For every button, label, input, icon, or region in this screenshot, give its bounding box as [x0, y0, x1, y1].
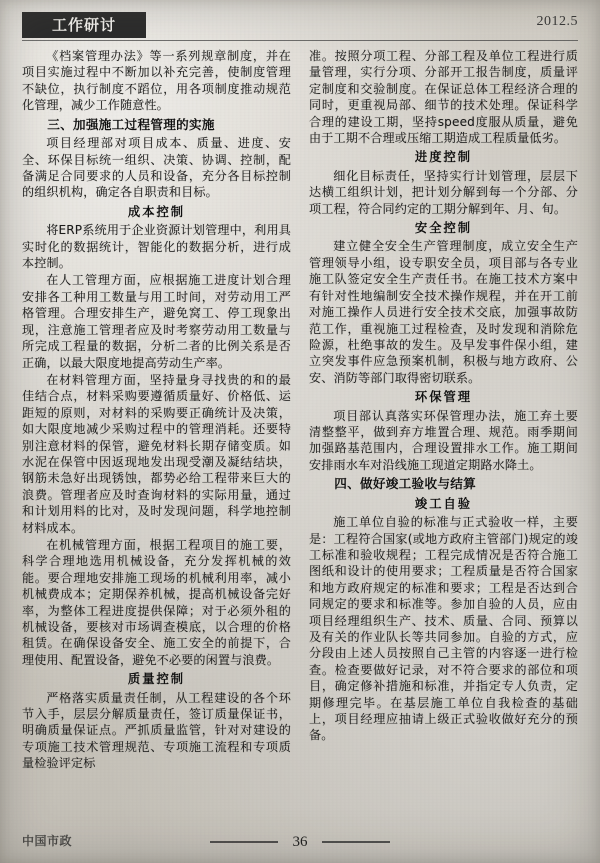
section-tab-label: 工作研讨	[22, 12, 146, 38]
paragraph: 建立健全安全生产管理制度，成立安全生产管理领导小组，设专职安全员，项目部与各专业施工队签定安全生产责任书。在施工技术方案中有针对性地编制安全技术操作规程，并在开工前对施工操作人员进行安全技术交底，加强事故防范工作，重视施工过程检查，及时发现和消除危险源，杜绝事故的发生。及早发事件保小组，建立突发事件应急预案机制，积极与地方政府、公安、消防等部门取得密切联系。	[309, 239, 578, 385]
subsection-heading: 安全控制	[414, 221, 473, 236]
page-footer	[0, 819, 600, 853]
paragraph: 准。按照分项工程、分部工程及单位工程进行质量管理，实行分项、分部开工报告制度，质量评定制度和交验制度。在保证总体工程经济合理的同时，更重视局部、细节的技术处理。保证科学合理的建设工期，坚持speed度服从质量，避免由于工期不合理或压缩工期造成工程质量低劣。	[309, 49, 578, 146]
section-heading: 四、做好竣工验收与结算	[334, 476, 477, 492]
left-column	[22, 48, 291, 808]
paragraph: 《档案管理办法》等一系列规章制度，并在项目实施过程中不断加以补充完善，使制度管理不缺位，执行制度不蹈位，用各项制度推动规范化管理，减少工作随意性。	[22, 49, 291, 113]
issue-date: 2012.5	[536, 14, 578, 29]
subsection-heading: 成本控制	[127, 204, 186, 219]
article-body	[22, 48, 578, 808]
paragraph: 严格落实质量责任制，从工程建设的各个环节入手，层层分解质量责任，签订质量保证书，明确质量保证点。严抓质量监管，针对对建设的专项施工技术管理规范、专项施工流程和专项质量检验评定标	[22, 690, 291, 771]
subsection-heading: 质量控制	[127, 672, 186, 687]
subsection-heading: 进度控制	[414, 150, 473, 165]
paragraph: 将ERP系统用于企业资源计划管理中，利用具实时化的数据统计，智能化的数据分析，进行成本控制。	[22, 223, 291, 271]
paragraph: 在机械管理方面，根据工程项目的施工要，科学合理地选用机械设备，充分发挥机械的效能。要合理地安排施工现场的机械利用率，减小机械费成本；定期保养机械，提高机械设备完好率，为整体工程进度提供保障；对于必须外租的机械设备，要核对市场调查模底，以合理的价格租赁。在确保设备安全、施工安全的前提下，合理使用、配置设备，避免不必要的闲置与浪费。	[22, 537, 291, 667]
paragraph: 项目经理部对项目成本、质量、进度、安全、环保目标统一组织、决策、协调、控制，配备满足合同要求的人员和设备，充分各目标控制的组织机构，确定各自职责和目标。	[22, 136, 291, 200]
paragraph: 在材料管理方面，坚持量身寻找贵的和的最佳结合点，材料采购要遵循质量好、价格低、运距短的原则，对材料的采购要正确统计及决策，如大限度地减少采购过程中的管理消耗。还要特别注意材料的保管，避免材料长期存储变质。如水泥在保管中因返现地发出现受潮及凝结结块，钢筋未急好出现锈蚀，都势必给工程带来巨大的浪费。管理者应及时查询材料的实际用量，通过和计划用料的比对，及时发现问题，科学地控制材料成本。	[22, 372, 291, 535]
subsection-heading: 环保管理	[414, 390, 473, 405]
right-column	[309, 48, 578, 808]
header-divider	[22, 40, 578, 41]
subsection-heading: 竣工自验	[414, 496, 473, 511]
publication-logo: 中国市政	[22, 834, 73, 848]
page-header	[0, 12, 600, 46]
page-number-wrap	[0, 831, 600, 851]
page-number: 36	[292, 834, 308, 850]
paragraph: 项目部认真落实环保管理办法，施工弃土要清整整平，做到弃方堆置合理、规范。雨季期间加强路基范围内，合理设置排水工作。施工期间安排雨水车对沿线施工现道定期路水降土。	[309, 408, 578, 472]
paragraph: 施工单位自验的标准与正式验收一样，主要是：工程符合国家(或地方政府主管部门)规定的竣工标准和验收规程；工程完成情况是否符合施工图纸和设计的使用要求；工程质量是否符合国家和地方政府规定的标准和要求；工程是否达到合同规定的要求和标准等。参加自验的人员，应由项目经理组织生产、技术、质量、合同、预算以及有关的作业队长等共同参加。自验的方式，应分段由上述人员按照自己主管的内容逐一进行检查。检查要做好记录，对不符合要求的部位和项目，确定修补措施和标准，并指定专人负责，定期修理完毕。在基层施工单位自我检查的基础上，项目经理应抽请上级正式验收做好充分的预备。	[309, 515, 578, 743]
paragraph: 细化目标责任，坚持实行计划管理，层层下达横工组织计划，把计划分解到每一个分部、分项工程，符合同约定的工期分解到年、月、旬。	[309, 168, 578, 216]
paragraph: 在人工管理方面，应根据施工进度计划合理安排各工种用工数量与用工时间，对劳动用工严格管理。合理安排生产，避免窝工、停工现象出现，注意施工管理者应及时考察劳动用工数量与所完成工程量的数据，分析二者的比例关系是否正确，以最大限度地提高劳动生产率。	[22, 273, 291, 370]
section-heading: 三、加强施工过程管理的实施	[47, 116, 215, 132]
